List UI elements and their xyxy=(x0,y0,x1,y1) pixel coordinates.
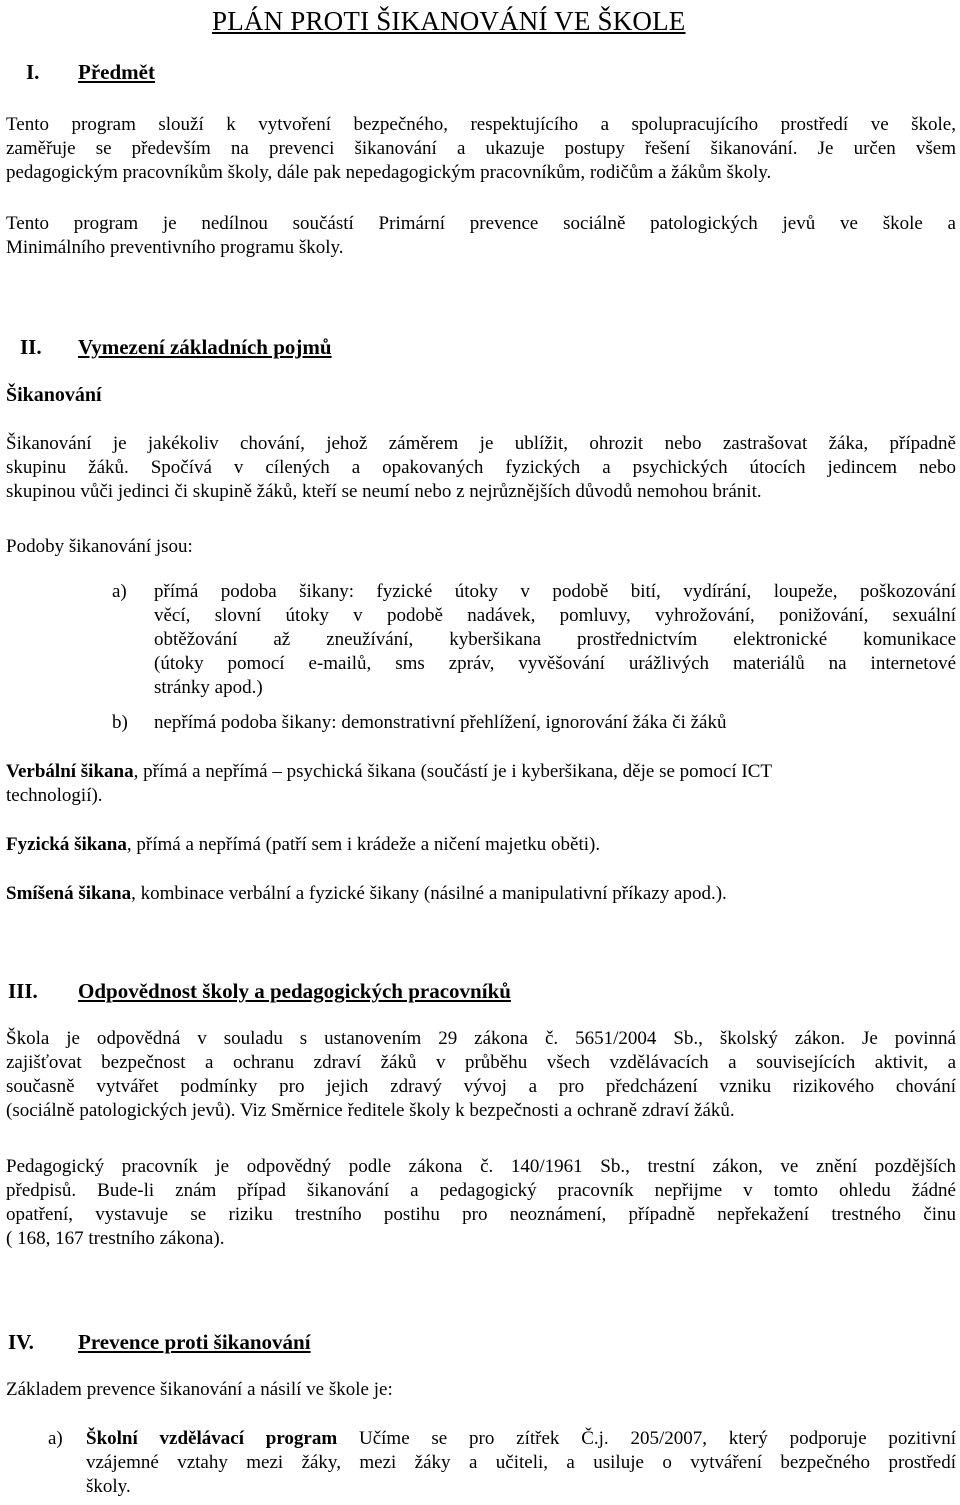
section-2-title: Vymezení základních pojmů xyxy=(78,335,332,359)
page-title: PLÁN PROTI ŠIKANOVÁNÍ VE ŠKOLE xyxy=(212,6,686,36)
text-line: Škola je odpovědná v souladu s ustanovením 29 zákona č. 5651/2004 Sb., školský zákon. Je povinná xyxy=(6,1028,956,1049)
text-line: (útoky pomocí e-mailů, sms zpráv, vyvěšování urážlivých materiálů na internetové xyxy=(154,653,956,674)
text-line: obtěžování až zneužívání, kyberšikana prostřednictvím elektronické komunikace xyxy=(154,629,956,650)
subheading-sikanovani: Šikanování xyxy=(6,384,102,406)
text-line: Pedagogický pracovník je odpovědný podle zákona č. 140/1961 Sb., trestní zákon, ve znění pozdějších xyxy=(6,1156,956,1177)
verbal-bullying-paragraph xyxy=(6,760,956,808)
text-line: školy. xyxy=(86,1476,131,1497)
text-line: nepřímá podoba šikany: demonstrativní přehlížení, ignorování žáka či žáků xyxy=(154,712,727,733)
section-4-intro: Základem prevence šikanování a násilí ve škole je: xyxy=(6,1379,393,1400)
text-line: věcí, slovní útoky v podobě nadávek, pomluvy, vyhrožování, ponižování, sexuální xyxy=(154,605,956,626)
text-line: současně vytvářet podmínky pro jejich zdravý vývoj a pro předcházení vzniku rizikového chování xyxy=(6,1076,956,1097)
text-line: , kombinace verbální a fyzické šikany (násilné a manipulativní příkazy apod.). xyxy=(131,883,727,904)
text-line: Šikanování je jakékoliv chování, jehož záměrem je ublížit, ohrozit nebo zastrašovat žáka, případně xyxy=(6,433,956,454)
text-line: přímá podoba šikany: fyzické útoky v podobě bití, vydírání, loupeže, poškozování xyxy=(154,581,956,602)
physical-bullying-term: Fyzická šikana xyxy=(6,834,127,855)
forms-intro: Podoby šikanování jsou: xyxy=(6,536,193,557)
text-line: zaměřuje se především na prevenci šikanování a ukazuje postupy řešení šikanování. Je určen všem xyxy=(6,138,956,159)
text-line: technologií). xyxy=(6,785,103,806)
list-item xyxy=(48,1427,956,1499)
text-line: Minimálního preventivního programu školy. xyxy=(6,237,344,258)
text-line: , přímá a nepřímá – psychická šikana (součástí je i kyberšikana, děje se pomocí ICT xyxy=(133,761,773,782)
physical-bullying-paragraph xyxy=(6,833,956,857)
section-1-paragraph-2 xyxy=(6,212,956,260)
section-4-title: Prevence proti šikanování xyxy=(78,1330,311,1354)
list-label: b) xyxy=(112,712,128,733)
list-item xyxy=(112,711,956,735)
section-1-number: I. xyxy=(26,60,40,84)
text-line: stránky apod.) xyxy=(154,677,263,698)
school-program-term: Školní vzdělávací program xyxy=(86,1428,338,1449)
text-line: Tento program je nedílnou součástí Primární prevence sociálně patologických jevů ve škole a xyxy=(6,213,956,234)
text-line: (sociálně patologických jevů). Viz Směrnice ředitele školy k bezpečnosti a ochraně zdraví žáků. xyxy=(6,1100,735,1121)
mixed-bullying-term: Smíšená šikana xyxy=(6,883,132,904)
section-4-number: IV. xyxy=(8,1330,34,1354)
text-line: skupinu žáků. Spočívá v cílených a opakovaných fyzických a psychických útocích jedincem nebo xyxy=(6,457,956,478)
section-2-number: II. xyxy=(20,335,42,359)
section-3-title: Odpovědnost školy a pedagogických pracovníků xyxy=(78,979,511,1003)
section-3-number: III. xyxy=(8,979,38,1003)
section-3-paragraph-2 xyxy=(6,1155,956,1251)
text-line: Tento program slouží k vytvoření bezpečného, respektujícího a spolupracujícího prostředí ve škole, xyxy=(6,114,956,135)
list-label: a) xyxy=(112,581,127,602)
text-line: Učíme se pro zítřek Č.j. 205/2007, který podporuje pozitivní xyxy=(337,1428,956,1449)
text-line: ( 168, 167 trestního zákona). xyxy=(6,1228,225,1249)
section-1-paragraph-1 xyxy=(6,113,956,185)
list-label: a) xyxy=(48,1428,63,1449)
text-line: skupinou vůči jedinci či skupině žáků, kteří se neumí nebo z nejrůznějších důvodů nemohou bránit. xyxy=(6,481,762,502)
text-line: předpisů. Bude-li znám případ šikanování a pedagogický pracovník nepřijme v tomto ohledu žádné xyxy=(6,1180,956,1201)
mixed-bullying-paragraph xyxy=(6,882,956,906)
text-line: zajišťovat bezpečnost a ochranu zdraví žáků v průběhu všech vzdělávacích a souvisejících aktivit, a xyxy=(6,1052,956,1073)
section-2-definition xyxy=(6,432,956,504)
section-3-paragraph-1 xyxy=(6,1027,956,1123)
section-1-title: Předmět xyxy=(78,60,155,84)
list-item xyxy=(112,580,956,700)
text-line: vzájemné vztahy mezi žáky, mezi žáky a učiteli, a usiluje o vytváření bezpečného prostředí xyxy=(86,1452,956,1473)
text-line: pedagogickým pracovníkům školy, dále pak nepedagogickým pracovníkům, rodičům a žákům školy. xyxy=(6,162,772,183)
verbal-bullying-term: Verbální šikana xyxy=(6,761,134,782)
text-line: , přímá a nepřímá (patří sem i krádeže a ničení majetku oběti). xyxy=(126,834,601,855)
text-line: opatření, vystavuje se riziku trestního postihu pro neoznámení, případně nepřekažení trestného činu xyxy=(6,1204,956,1225)
